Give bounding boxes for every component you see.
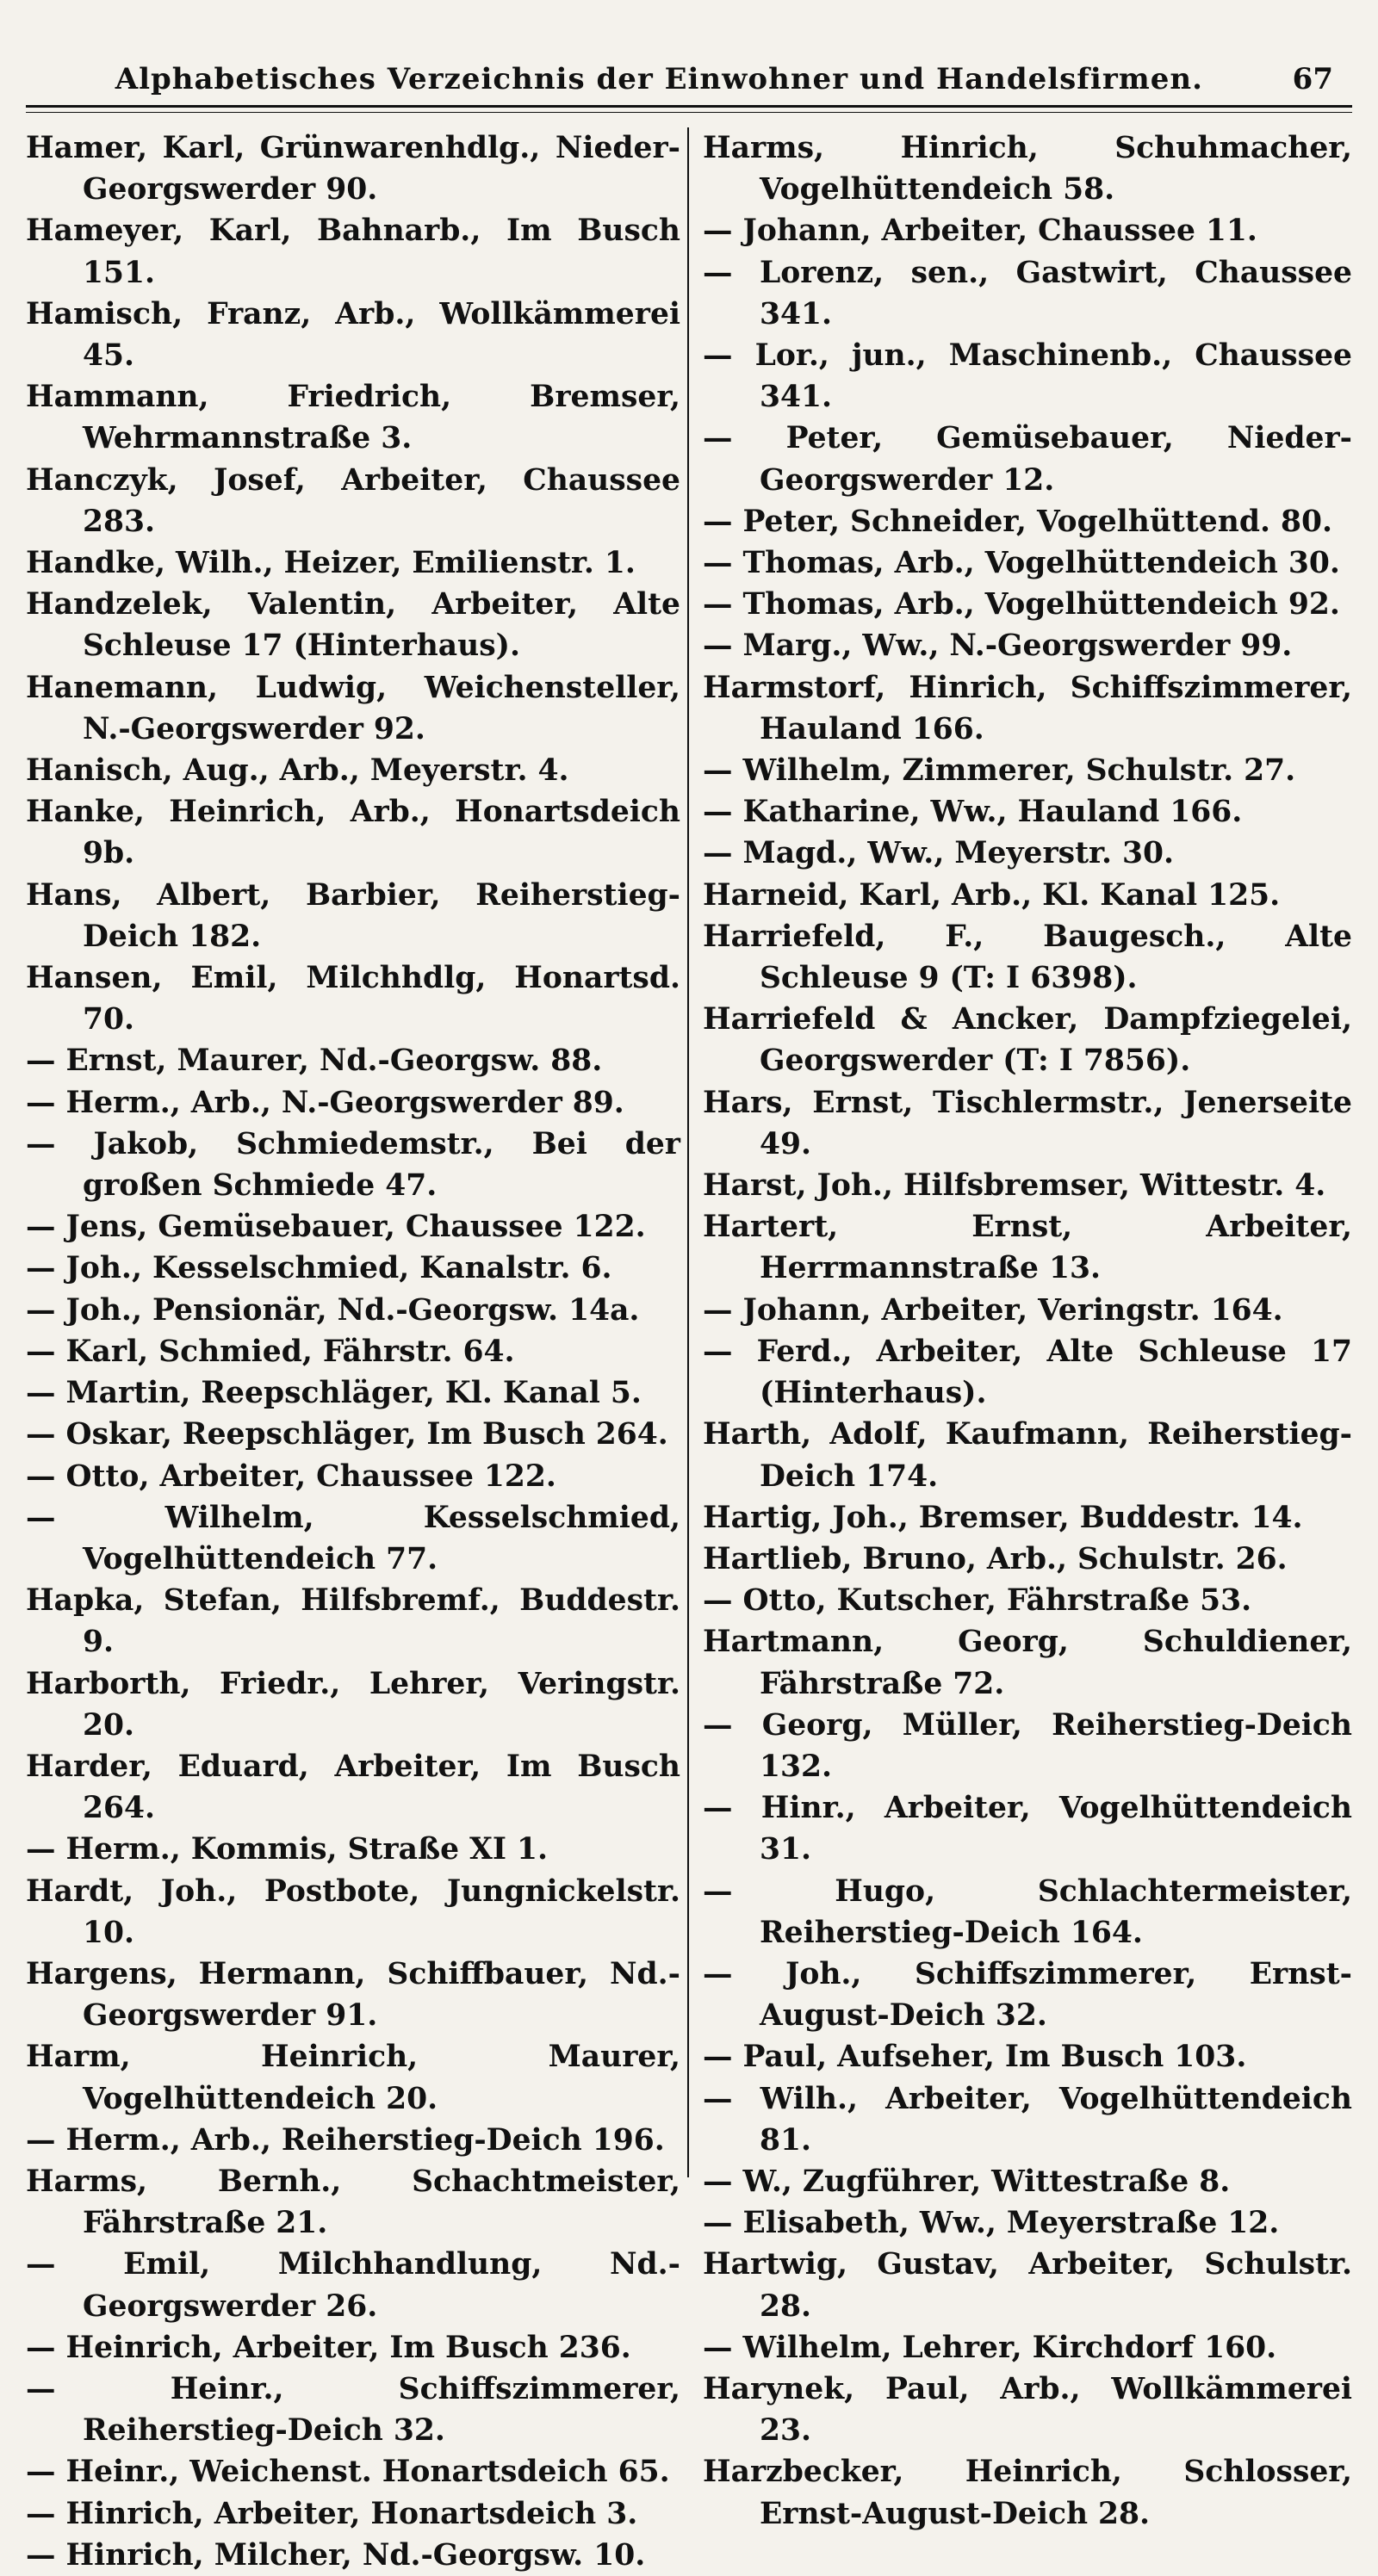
directory-entry: — Heinrich, Arbeiter, Im Busch 236.: [26, 2330, 631, 2365]
directory-entry: Harst, Joh., Hilfsbremser, Wittestr. 4.: [703, 1168, 1326, 1204]
directory-entry: — Lorenz, sen., Gastwirt, Chaussee 341.: [703, 255, 1352, 331]
page-header: [26, 53, 1344, 105]
directory-entry: Hartert, Ernst, Arbeiter, Herrmannstraße 13.: [703, 1210, 1352, 1286]
directory-entry: — Wilhelm, Lehrer, Kirchdorf 160.: [703, 2330, 1277, 2365]
directory-entry: Harms, Hinrich, Schuhmacher, Vogelhüttendeich 58.: [703, 131, 1352, 207]
left-column: [26, 127, 689, 2573]
directory-entry: — Heinr., Weichenst. Honartsdeich 65.: [26, 2455, 670, 2490]
directory-entry: — Lor., jun., Maschinenb., Chaussee 341.: [703, 338, 1352, 415]
directory-entry: — Elisabeth, Ww., Meyerstraße 12.: [703, 2206, 1280, 2241]
directory-entry: — Thomas, Arb., Vogelhüttendeich 30.: [703, 546, 1340, 581]
directory-entry: Harms, Bernh., Schachtmeister, Fährstraße 21.: [26, 2164, 680, 2241]
directory-entry: — Wilhelm, Kesselschmied, Vogelhüttendeich 77.: [26, 1500, 680, 1576]
directory-entry: — Ernst, Maurer, Nd.-Georgsw. 88.: [26, 1043, 603, 1079]
directory-entry: — Otto, Kutscher, Fährstraße 53.: [703, 1583, 1252, 1619]
directory-entry: Harmstorf, Hinrich, Schiffszimmerer, Hauland 166.: [703, 670, 1352, 746]
directory-entry: Hammann, Friedrich, Bremser, Wehrmannstraße 3.: [26, 380, 680, 456]
directory-entry: — Ferd., Arbeiter, Alte Schleuse 17 (Hinterhaus).: [703, 1334, 1352, 1411]
directory-entry: Hargens, Hermann, Schiffbauer, Nd.-Georgswerder 91.: [26, 1956, 680, 2034]
directory-entry: — Heinr., Schiffszimmerer, Reiherstieg-Deich 32.: [26, 2371, 680, 2449]
directory-entry: Harborth, Friedr., Lehrer, Veringstr. 20.: [26, 1666, 680, 1743]
directory-entry: — Jakob, Schmiedemstr., Bei der großen Schmiede 47.: [26, 1126, 680, 1204]
directory-entry: — Oskar, Reepschläger, Im Busch 264.: [26, 1417, 668, 1452]
directory-entry: Hanemann, Ludwig, Weichensteller, N.-Georgswerder 92.: [26, 670, 680, 746]
page-title: Alphabetisches Verzeichnis der Einwohner und Handelsfirmen.: [115, 62, 1203, 96]
directory-entry: — Joh., Kesselschmied, Kanalstr. 6.: [26, 1251, 612, 1286]
page-number: 67: [1292, 62, 1333, 96]
directory-entry: — Paul, Aufseher, Im Busch 103.: [703, 2040, 1247, 2075]
directory-entry: — Wilh., Arbeiter, Vogelhüttendeich 81.: [703, 2081, 1352, 2158]
directory-entry: Hanczyk, Josef, Arbeiter, Chaussee 283.: [26, 462, 680, 539]
directory-entry: — Herm., Arb., N.-Georgswerder 89.: [26, 1085, 624, 1120]
directory-entry: Harynek, Paul, Arb., Wollkämmerei 23.: [703, 2371, 1352, 2449]
directory-entry: Harneid, Karl, Arb., Kl. Kanal 125.: [703, 877, 1281, 913]
directory-entry: — Hinrich, Milcher, Nd.-Georgsw. 10.: [26, 2537, 646, 2573]
directory-entry: — Herm., Kommis, Straße XI 1.: [26, 1832, 549, 1867]
directory-entry: Harth, Adolf, Kaufmann, Reiherstieg-Deich 174.: [703, 1417, 1352, 1494]
directory-entry: Hans, Albert, Barbier, Reiherstieg-Deich 182.: [26, 877, 680, 954]
directory-entry: — Otto, Arbeiter, Chaussee 122.: [26, 1458, 556, 1494]
directory-entry: Harriefeld & Ancker, Dampfziegelei, Georgswerder (T: I 7856).: [703, 1002, 1352, 1079]
directory-entry: Handke, Wilh., Heizer, Emilienstr. 1.: [26, 546, 636, 581]
directory-entry: Handzelek, Valentin, Arbeiter, Alte Schleuse 17 (Hinterhaus).: [26, 587, 680, 664]
header-rule-thin: [26, 112, 1352, 113]
directory-entry: — Peter, Schneider, Vogelhüttend. 80.: [703, 504, 1332, 539]
directory-entry: — Johann, Arbeiter, Chaussee 11.: [703, 214, 1257, 249]
directory-entry: Harder, Eduard, Arbeiter, Im Busch 264.: [26, 1749, 680, 1826]
directory-entry: — Thomas, Arb., Vogelhüttendeich 92.: [703, 587, 1340, 622]
directory-entry: Hansen, Emil, Milchhdlg, Honartsd. 70.: [26, 961, 680, 1037]
directory-entry: — Hinrich, Arbeiter, Honartsdeich 3.: [26, 2496, 638, 2531]
directory-entry: Hanke, Heinrich, Arb., Honartsdeich 9b.: [26, 795, 680, 871]
directory-entry: — Magd., Ww., Meyerstr. 30.: [703, 836, 1175, 871]
directory-entry: — Hugo, Schlachtermeister, Reiherstieg-Deich 164.: [703, 1873, 1352, 1950]
directory-entry: Hardt, Joh., Postbote, Jungnickelstr. 10.: [26, 1873, 680, 1950]
directory-entry: — Joh., Pensionär, Nd.-Georgsw. 14a.: [26, 1292, 640, 1328]
directory-entry: Hars, Ernst, Tischlermstr., Jenerseite 49.: [703, 1085, 1352, 1161]
directory-entry: — Emil, Milchhandlung, Nd.-Georgswerder 26.: [26, 2247, 680, 2324]
directory-entry: — Johann, Arbeiter, Veringstr. 164.: [703, 1292, 1283, 1328]
directory-columns: [26, 127, 1352, 2573]
directory-entry: Hartwig, Gustav, Arbeiter, Schulstr. 28.: [703, 2247, 1352, 2324]
header-rule: [26, 105, 1352, 108]
directory-entry: Hamisch, Franz, Arb., Wollkämmerei 45.: [26, 296, 680, 374]
directory-entry: — Georg, Müller, Reiherstieg-Deich 132.: [703, 1707, 1352, 1784]
directory-entry: — Hinr., Arbeiter, Vogelhüttendeich 31.: [703, 1791, 1352, 1867]
directory-entry: — Martin, Reepschläger, Kl. Kanal 5.: [26, 1376, 642, 1411]
directory-entry: Harm, Heinrich, Maurer, Vogelhüttendeich 20.: [26, 2040, 680, 2116]
directory-entry: — Wilhelm, Zimmerer, Schulstr. 27.: [703, 753, 1296, 789]
right-column: [689, 127, 1352, 2531]
directory-entry: — Karl, Schmied, Fährstr. 64.: [26, 1334, 515, 1369]
directory-entry: Harzbecker, Heinrich, Schlosser, Ernst-August-Deich 28.: [703, 2455, 1352, 2531]
directory-entry: — Jens, Gemüsebauer, Chaussee 122.: [26, 1210, 646, 1245]
directory-entry: Hartmann, Georg, Schuldiener, Fährstraße 72.: [703, 1625, 1352, 1701]
directory-entry: — Katharine, Ww., Hauland 166.: [703, 795, 1243, 830]
directory-entry: Hartlieb, Bruno, Arb., Schulstr. 26.: [703, 1541, 1288, 1576]
directory-entry: — Herm., Arb., Reiherstieg-Deich 196.: [26, 2122, 665, 2158]
directory-entry: — Marg., Ww., N.-Georgswerder 99.: [703, 629, 1293, 664]
directory-entry: Hartig, Joh., Bremser, Buddestr. 14.: [703, 1500, 1303, 1535]
directory-entry: — W., Zugführer, Wittestraße 8.: [703, 2164, 1231, 2199]
directory-entry: Hanisch, Aug., Arb., Meyerstr. 4.: [26, 753, 569, 789]
directory-entry: Hameyer, Karl, Bahnarb., Im Busch 151.: [26, 214, 680, 290]
directory-entry: Hapka, Stefan, Hilfsbremf., Buddestr. 9.: [26, 1583, 680, 1660]
directory-entry: — Joh., Schiffszimmerer, Ernst-August-Deich 32.: [703, 1956, 1352, 2034]
directory-entry: — Peter, Gemüsebauer, Nieder-Georgswerder 12.: [703, 421, 1352, 498]
directory-entry: Hamer, Karl, Grünwarenhdlg., Nieder-Georgswerder 90.: [26, 131, 680, 207]
directory-entry: Harriefeld, F., Baugesch., Alte Schleuse 9 (T: I 6398).: [703, 919, 1352, 996]
